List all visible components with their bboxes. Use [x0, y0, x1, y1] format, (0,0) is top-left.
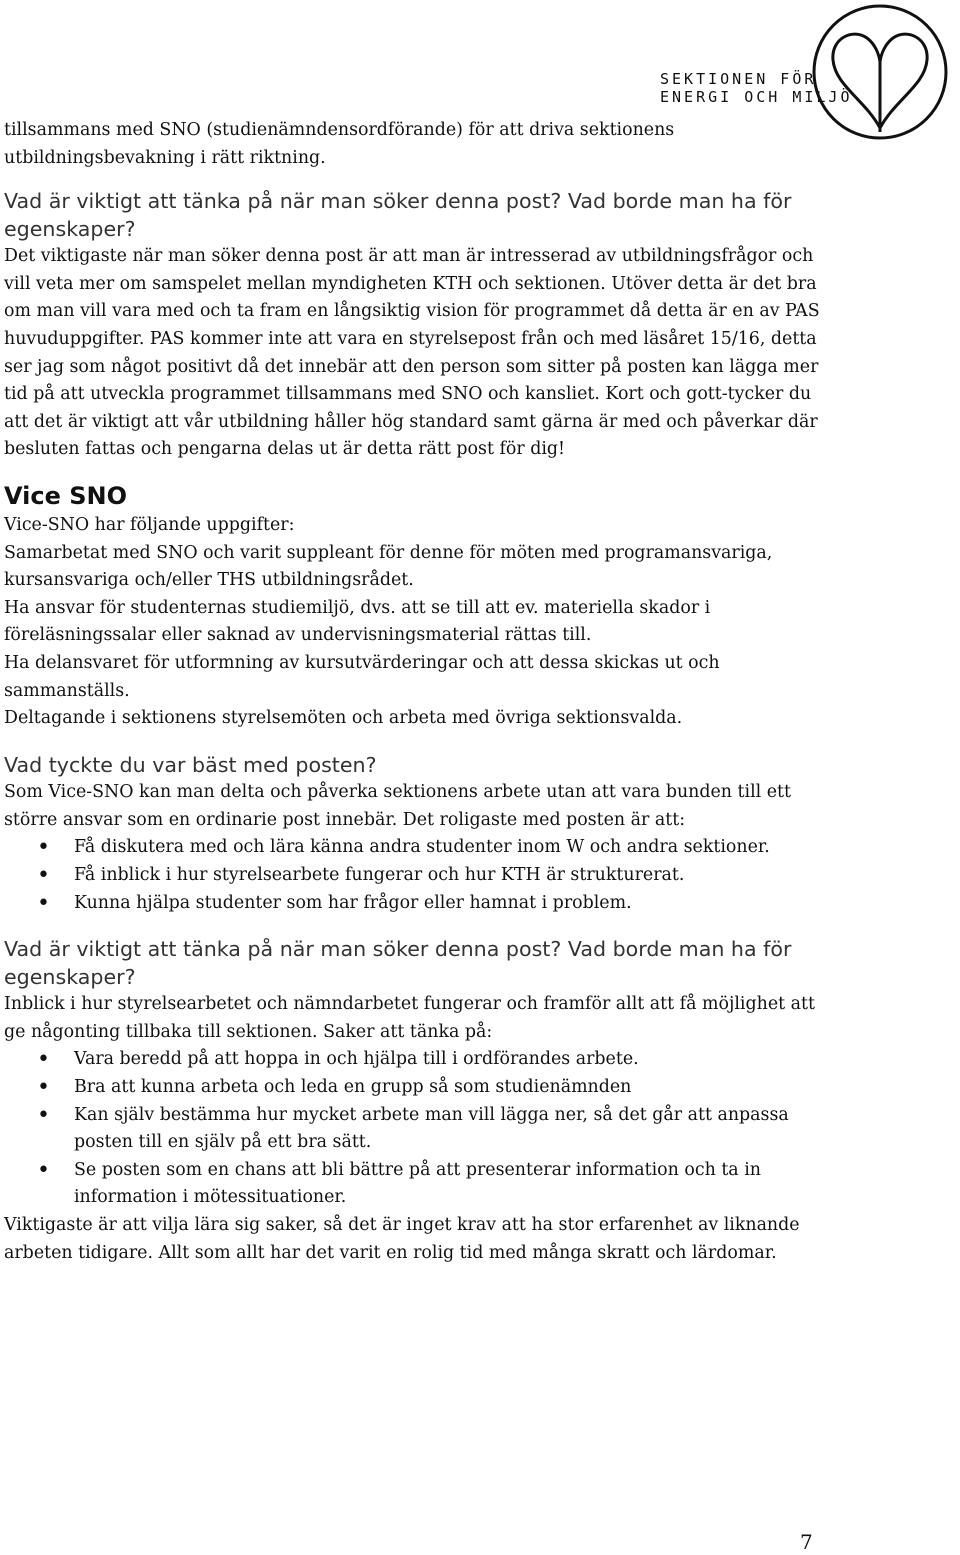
list-item: • Kan själv bestämma hur mycket arbete man vill lägga ner, så det går att anpassa posten till en själv på ett bra sätt. — [4, 1102, 824, 1157]
vice-sno-tasks-intro: Vice-SNO har följande uppgifter: — [4, 514, 295, 535]
best-part-list — [4, 834, 824, 917]
vice-question-heading: Vad är viktigt att tänka på när man söker denna post? Vad borde man ha för egenskaper? — [4, 937, 792, 989]
pas-question-heading: Vad är viktigt att tänka på när man söker denna post? Vad borde man ha för egenskaper? — [4, 189, 792, 241]
list-item: • Bra att kunna arbeta och leda en grupp så som studienämnden — [4, 1074, 824, 1102]
vice-sno-title: Vice SNO — [4, 481, 128, 510]
pas-answer-paragraph: Det viktigaste när man söker denna post är att man är intresserad av utbildningsfrågor och vill veta mer om samspelet mellan myndigheten KTH och sektionen. Utöver detta är det bra om man vill vara med och ta fram en långsiktig vision för programmet då detta är en av PAS huvuduppgifter. PAS kommer inte att vara en styrelsepost från och med läsåret 15/16, detta ser jag som något positivt då det innebär att den person som sitter på posten kan lägga mer tid på att utveckla programmet tillsammans med SNO och kansliet. Kort och gott-tycker du att det är viktigt att vår utbildning håller hög standard samt gärna är med och påverkar där besluten fattas och pengarna delas ut är detta rätt post för dig! — [4, 246, 820, 460]
org-name-line1: SEKTIONEN FÖR — [660, 70, 817, 88]
intro-paragraph: tillsammans med SNO (studienämndensordförande) för att driva sektionens utbildningsbevakning i rätt riktning. — [4, 120, 675, 168]
document-body — [4, 117, 824, 1267]
page-number: 7 — [800, 1530, 813, 1554]
vice-tips-list — [4, 1046, 824, 1212]
heart-circle-logo-icon — [805, 0, 955, 150]
closing-paragraph: Viktigaste är att vilja lära sig saker, så det är inget krav att ha stor erfarenhet av liknande arbeten tidigare. Allt som allt har det varit en rolig tid med många skratt och lärdomar. — [4, 1214, 800, 1263]
vice-sno-task: Ha delansvaret för utformning av kursutvärderingar och att dessa skickas ut och sammanställs. — [4, 652, 720, 701]
list-item: • Få inblick i hur styrelsearbete fungerar och hur KTH är strukturerat. — [4, 862, 824, 890]
best-part-paragraph: Som Vice-SNO kan man delta och påverka sektionens arbete utan att vara bunden till ett större ansvar som en ordinarie post innebär. Det roligaste med posten är att: — [4, 782, 791, 830]
list-item: • Kunna hjälpa studenter som har frågor eller hamnat i problem. — [4, 890, 824, 918]
vice-sno-task: Deltagande i sektionens styrelsemöten och arbeta med övriga sektionsvalda. — [4, 708, 683, 729]
best-part-heading: Vad tyckte du var bäst med posten? — [4, 752, 377, 777]
org-name-line2: ENERGI OCH MILJÖ — [660, 88, 853, 106]
list-item: • Se posten som en chans att bli bättre på att presenterar information och ta in information i mötessituationer. — [4, 1157, 824, 1212]
vice-answer-paragraph: Inblick i hur styrelsearbetet och nämndarbetet fungerar och framför allt att få möjlighet att ge någonting tillbaka till sektionen. Saker att tänka på: — [4, 994, 815, 1042]
vice-sno-task: Ha ansvar för studenternas studiemiljö, dvs. att se till att ev. materiella skador i föreläsningssalar eller saknad av undervisningsmaterial rättas till. — [4, 597, 711, 646]
list-item: • Få diskutera med och lära känna andra studenter inom W och andra sektioner. — [4, 834, 824, 862]
list-item: • Vara beredd på att hoppa in och hjälpa till i ordförandes arbete. — [4, 1046, 824, 1074]
vice-sno-task: Samarbetat med SNO och varit suppleant för denne för möten med programansvariga, kursansvariga och/eller THS utbildningsrådet. — [4, 542, 773, 591]
